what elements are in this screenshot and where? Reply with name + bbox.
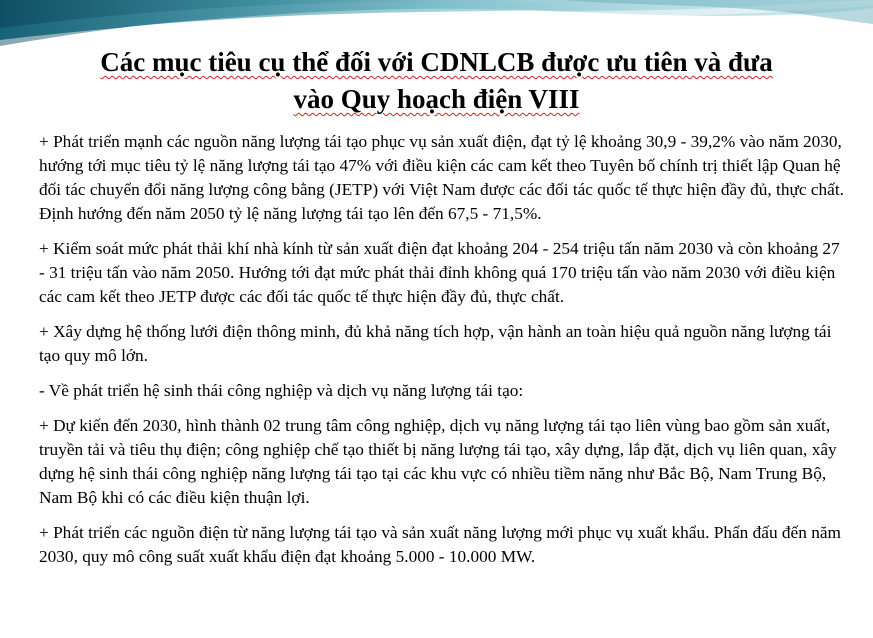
- paragraph-smart-grid: + Xây dựng hệ thống lưới điện thông minh, đủ khả năng tích hợp, vận hành an toàn hiệu quả nguồn năng lượng tái tạo quy mô lớn.: [39, 322, 832, 365]
- paragraph-renewable-share: + Phát triển mạnh các nguồn năng lượng tái tạo phục vụ sản xuất điện, đạt tỷ lệ khoảng 30,9 - 39,2% vào năm 2030, hướng tới mục tiêu tỷ lệ năng lượng tái tạo 47% với điều kiện các cam kết theo Tuyên bố chính trị thiết lập Quan hệ đối tác chuyển đổi năng lượng công bằng (JETP) với Việt Nam được các đối tác quốc tế thực hiện đầy đủ, thực chất. Định hướng đến năm 2050 tỷ lệ năng lượng tái tạo lên đến 67,5 - 71,5%.: [39, 132, 844, 223]
- slide-title-line-1: Các mục tiêu cụ thể đối với CDNLCB được ưu tiên và đưa: [100, 47, 773, 77]
- slide-body: [39, 130, 844, 580]
- paragraph-ecosystem-heading: - Về phát triển hệ sinh thái công nghiệp và dịch vụ năng lượng tái tạo:: [39, 381, 524, 400]
- slide-title: [0, 44, 873, 118]
- paragraph-export: + Phát triển các nguồn điện từ năng lượng tái tạo và sản xuất năng lượng mới phục vụ xuất khẩu. Phấn đấu đến năm 2030, quy mô công suất xuất khẩu điện đạt khoảng 5.000 - 10.000 MW.: [39, 523, 841, 566]
- paragraph-industrial-centers: + Dự kiến đến 2030, hình thành 02 trung tâm công nghiệp, dịch vụ năng lượng tái tạo liên vùng bao gồm sản xuất, truyền tải và tiêu thụ điện; công nghiệp chế tạo thiết bị năng lượng tái tạo, xây dựng, lắp đặt, dịch vụ liên quan, xây dựng hệ sinh thái công nghiệp năng lượng tái tạo tại các khu vực có nhiều tiềm năng như Bắc Bộ, Nam Trung Bộ, Nam Bộ khi có các điều kiện thuận lợi.: [39, 416, 837, 507]
- paragraph-emission-control: + Kiểm soát mức phát thải khí nhà kính từ sản xuất điện đạt khoảng 204 - 254 triệu tấn năm 2030 và còn khoảng 27 - 31 triệu tấn vào năm 2050. Hướng tới đạt mức phát thải đỉnh không quá 170 triệu tấn vào năm 2030 với điều kiện các cam kết theo JETP được các đối tác quốc tế thực hiện đầy đủ, thực chất.: [39, 239, 840, 306]
- slide-title-line-2: vào Quy hoạch điện VIII: [293, 84, 580, 114]
